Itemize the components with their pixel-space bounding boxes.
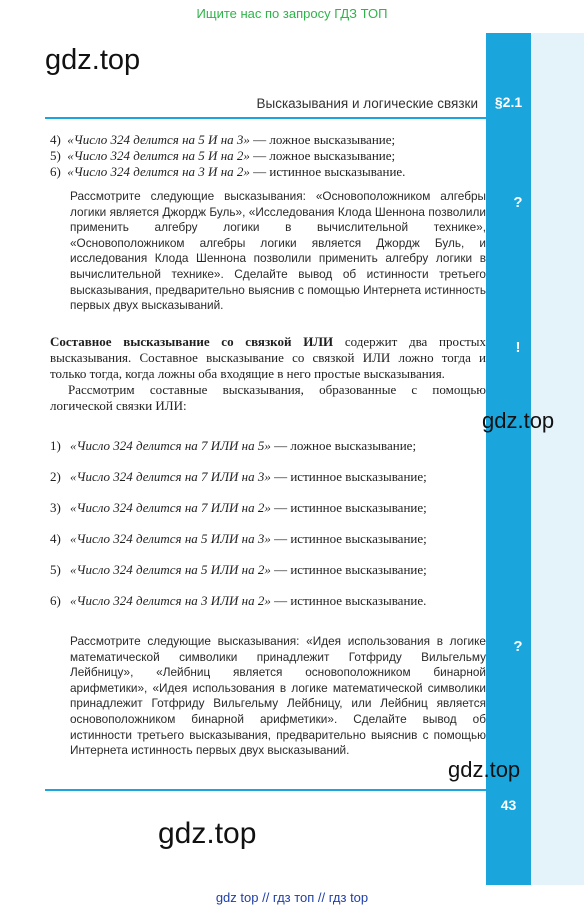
list-item <box>50 132 485 148</box>
definition-term: Составное высказывание со связкой ИЛИ <box>50 334 334 349</box>
item-verdict: — истинное высказывание. <box>270 593 427 608</box>
item-verdict: — истинное высказывание; <box>270 562 427 577</box>
item-verdict: — истинное высказывание; <box>270 469 427 484</box>
important-icon: ! <box>508 338 528 358</box>
watermark: gdz.top <box>45 44 141 76</box>
item-statement: «Число 324 делится на 5 И на 3» <box>67 132 250 147</box>
item-statement: «Число 324 делится на 5 ИЛИ на 2» <box>70 562 271 577</box>
page-number: 43 <box>500 797 517 813</box>
item-statement: «Число 324 делится на 3 ИЛИ на 2» <box>70 593 271 608</box>
item-statement: «Число 324 делится на 7 ИЛИ на 3» <box>70 469 271 484</box>
footer-links[interactable]: gdz top // гдз топ // гдз top <box>215 890 369 905</box>
list-item <box>50 148 485 164</box>
item-number: 3) <box>50 500 61 515</box>
watermark: gdz.top <box>448 757 521 782</box>
header-rule <box>45 117 486 119</box>
definition-text: содержит два простых высказывания. Составное высказывание со связкой ИЛИ ложно тогда и только тогда, когда ложны оба входящие в него простые высказывания. <box>50 334 487 381</box>
list-item <box>50 469 486 485</box>
list-item <box>50 593 486 609</box>
item-verdict: — ложное высказывание; <box>249 148 396 163</box>
page-header-title: Высказывания и логические связки <box>256 96 478 111</box>
question-icon: ? <box>508 193 528 213</box>
question-text: Рассмотрите следующие высказывания: «Идея использования в логике математической символики принадлежит Готфриду Вильгельму Лейбницу», «Лейбниц является основоположником бинарной арифметики», «Идея использования в логике математической символики принадлежит Готфриду Вильгельму Лейбницу, или Лейбниц является основоположником бинарной арифметики». Сделайте вывод об истинности третьего высказывания, предварительно выяснив с помощью Интернета истинность первых двух высказываний. <box>70 634 486 758</box>
item-number: 5) <box>50 148 61 163</box>
definition-block <box>50 334 486 414</box>
question-block-2 <box>70 634 486 759</box>
item-number: 6) <box>50 593 61 608</box>
watermark: gdz.top <box>158 817 257 850</box>
item-statement: «Число 324 делится на 5 И на 2» <box>67 148 250 163</box>
item-statement: «Число 324 делится на 7 ИЛИ на 5» <box>70 438 271 453</box>
top-banner[interactable]: Ищите нас по запросу ГДЗ ТОП <box>196 6 388 21</box>
list-item <box>50 438 486 454</box>
item-number: 4) <box>50 531 61 546</box>
item-number: 2) <box>50 469 61 484</box>
watermark: gdz.top <box>482 408 555 433</box>
item-statement: «Число 324 делится на 7 ИЛИ на 2» <box>70 500 271 515</box>
item-number: 5) <box>50 562 61 577</box>
item-verdict: — истинное высказывание; <box>270 500 427 515</box>
footer-rule <box>45 789 486 791</box>
item-number: 6) <box>50 164 61 179</box>
item-verdict: — истинное высказывание. <box>249 164 406 179</box>
intro-text: Рассмотрим составные высказывания, образованные с помощью логической связки ИЛИ: <box>50 382 486 413</box>
question-block-1 <box>70 189 486 314</box>
list-item <box>50 531 486 547</box>
list-item <box>50 562 486 578</box>
item-verdict: — истинное высказывание; <box>270 531 427 546</box>
item-verdict: — ложное высказывание; <box>249 132 396 147</box>
margin-band <box>531 33 584 885</box>
list-item <box>50 164 485 180</box>
question-icon: ? <box>508 637 528 657</box>
question-text: Рассмотрите следующие высказывания: «Основоположником алгебры логики является Джордж Буль», «Исследования Клода Шеннона позволили применить алгебру логики в вычислительной технике», «Основоположником алгебры логики является Джордж Буль, и исследования Клода Шеннона позволили применить алгебру логики в вычислительной технике». Сделайте вывод об истинности третьего высказывания, предварительно выяснив с помощью Интернета истинность первых двух высказываний. <box>70 189 486 313</box>
item-statement: «Число 324 делится на 3 И на 2» <box>67 164 250 179</box>
item-verdict: — ложное высказывание; <box>270 438 417 453</box>
section-number: §2.1 <box>494 94 523 110</box>
item-number: 4) <box>50 132 61 147</box>
item-statement: «Число 324 делится на 5 ИЛИ на 3» <box>70 531 271 546</box>
item-number: 1) <box>50 438 61 453</box>
list-item <box>50 500 486 516</box>
